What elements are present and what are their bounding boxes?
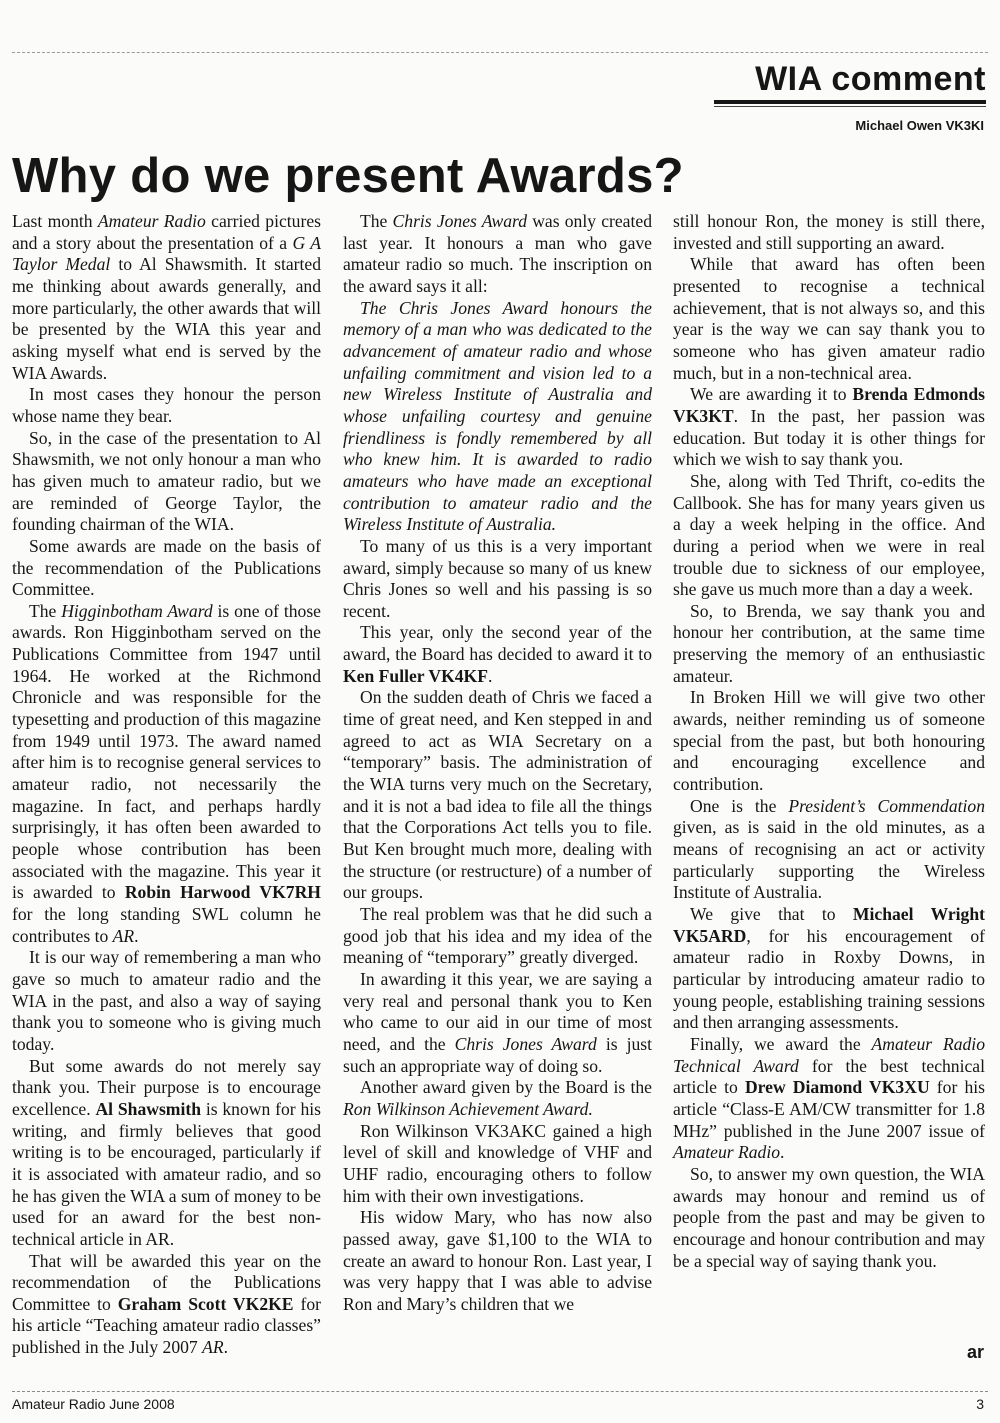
award-recipient: Al Shawsmith — [95, 1098, 201, 1119]
article-column-1 — [12, 211, 321, 1359]
article-column-3 — [673, 211, 985, 1272]
paragraph — [12, 536, 321, 601]
text-run: is known for his writing, and firmly believes that good writing is to be encouraged, particularly if it is associated with amateur radio, and so he has given the WIA a sum of money to be used for an award for the best non-technical article in AR. — [12, 1098, 321, 1249]
text-run: We give that to — [690, 904, 853, 924]
text-run: for his article “Class-E AM/CW transmitter for 1.8 MHz” published in the June 2007 issue of — [673, 1077, 986, 1141]
text-run: for his article “Teaching amateur radio classes” published in the July 2007 — [12, 1293, 321, 1358]
text-run: . — [134, 925, 139, 946]
text-run: , for his encouragement of amateur radio in Roxby Downs, in particular by introducing amateur radio to young people, establishing training sessions and then arranging assessments. — [673, 925, 985, 1033]
paragraph — [673, 254, 985, 384]
award-recipient: Brenda Edmonds VK3KT — [673, 384, 985, 426]
text-run: So, to Brenda, we say thank you and honour her contribution, at the same time preserving the memory of an enthusiastic amateur. — [673, 600, 985, 686]
text-run: is just such an appropriate way of doing so. — [343, 1033, 653, 1076]
article-column-2 — [343, 211, 652, 1315]
paragraph — [343, 622, 652, 687]
text-run: The real problem was that he did such a good job that his idea and my idea of the meaning of “temporary” greatly diverged. — [343, 904, 652, 968]
text-run: She, along with Ted Thrift, co-edits the Callbook. She has for many years given us a day a week helping in the office. And during a period when we were in real trouble due to sickness of our employee, she gave us much more than a day a week. — [673, 470, 985, 600]
paragraph — [673, 796, 985, 904]
italic-text: Amateur Radio — [97, 211, 206, 231]
text-run: His widow Mary, who has now also passed away, gave $1,100 to the WIA to create an award to honour Ron. Last year, I was very happy that I was able to advise Ron and Mary’s children that we — [343, 1207, 652, 1314]
paragraph — [343, 969, 652, 1077]
text-run: for the long standing SWL column he contributes to — [12, 904, 321, 946]
text-run: . — [488, 665, 493, 686]
paragraph — [12, 1251, 321, 1359]
text-run: The — [29, 600, 62, 621]
paragraph — [12, 947, 321, 1055]
paragraph — [343, 1121, 652, 1208]
author-byline: Michael Owen VK3KI — [855, 118, 984, 133]
paragraph — [343, 904, 652, 969]
text-run: Ron Wilkinson VK3AKC gained a high level of skill and knowledge of VHF and UHF radio, encouraging others to follow him with their own investigations. — [343, 1120, 652, 1206]
italic-text: Higginbotham Award — [61, 600, 213, 621]
award-recipient: Ken Fuller VK4KF — [343, 665, 488, 686]
text-run: was only created last year. It honours a man who gave amateur radio so much. The inscription on the award says it all: — [343, 211, 652, 296]
text-run: But some awards do not merely say thank you. Their purpose is to encourage excellence. — [12, 1055, 321, 1119]
end-of-article-mark: ar — [966, 1342, 984, 1362]
award-recipient: Drew Diamond VK3XU — [744, 1077, 930, 1098]
italic-text: G A Taylor Medal — [12, 232, 321, 275]
italic-text: AR — [112, 925, 135, 946]
text-run: In most cases they honour the person whose name they bear. — [12, 384, 321, 426]
text-run: Some awards are made on the basis of the recommendation of the Publications Committee. — [12, 535, 321, 600]
paragraph — [343, 298, 652, 536]
paragraph — [343, 1207, 652, 1315]
text-run: In awarding it this year, we are saying a very real and personal thank you to Ken who came to our aid in our time of most need, and the — [343, 968, 652, 1054]
text-run: This year, only the second year of the award, the Board has decided to award it to — [343, 622, 652, 665]
italic-text: President’s Commendation — [788, 795, 985, 816]
text-run: In Broken Hill we will give two other awards, neither reminding us of someone special from the past, but both honouring and encouraging excellence and contribution. — [673, 687, 985, 795]
text-run: . — [223, 1337, 229, 1358]
text-run: . In the past, her passion was education. But today it is other things for which we wish to say thank you. — [673, 405, 985, 470]
text-run: So, in the case of the presentation to Al Shawsmith, we not only honour a man who has given much to amateur radio, but we are reminded of George Taylor, the founding chairman of the WIA. — [12, 427, 321, 535]
paragraph — [673, 1164, 985, 1272]
italic-text: Amateur Radio Technical Award — [673, 1033, 985, 1076]
paragraph — [343, 687, 652, 904]
text-run: carried pictures and a story about the presentation of a — [12, 211, 321, 253]
paragraph — [673, 687, 985, 795]
footer-publication: Amateur Radio June 2008 — [12, 1396, 175, 1412]
text-run: to Al Shawsmith. It started me thinking about awards generally, and more particularly, the other awards that will be presented by the WIA this year and asking myself what end is served by the WIA Awards. — [12, 254, 322, 383]
text-run: That will be awarded this year on the recommendation of the Publications Committee to — [12, 1250, 321, 1314]
section-title: WIA comment — [714, 58, 986, 104]
paragraph — [673, 601, 985, 688]
text-run: Another award given by the Board is the — [360, 1077, 652, 1098]
paragraph — [673, 211, 985, 254]
paragraph — [12, 211, 321, 384]
paragraph — [343, 536, 652, 623]
byline-rule — [714, 106, 986, 107]
paragraph — [673, 384, 985, 471]
paragraph — [12, 428, 321, 536]
text-run: On the sudden death of Chris we faced a time of great need, and Ken stepped in and agreed to act as WIA Secretary on a “temporary” basis. The administration of the WIA turns very much on the Secretary, and it is not a bad idea to file all the things that the Corporations Act tells you to file. But Ken brought much more, dealing with the structure (or restructure) of a number of our groups. — [343, 687, 652, 903]
text-run: Finally, we award the — [690, 1033, 872, 1054]
text-run: One is the — [690, 795, 789, 816]
top-dashed-rule — [12, 52, 988, 53]
text-run: still honour Ron, the money is still there, invested and still supporting an award. — [673, 211, 985, 253]
article-headline: Why do we present Awards? — [12, 149, 684, 203]
paragraph — [673, 471, 985, 601]
text-run: While that award has often been presented to recognise a technical achievement, that is not always so, and this year is the way we can say thank you to someone who has given amateur radio much, but in a non-technical area. — [673, 254, 985, 383]
text-run: So, to answer my own question, the WIA awards may honour and remind us of people from the past and may be given to encourage and honour contribution and may be a special way of saying thank you. — [673, 1163, 985, 1271]
text-run: for the best technical article to — [673, 1055, 985, 1098]
paragraph — [343, 211, 652, 298]
text-run: given, as is said in the old minutes, as a means of recognising an act or activity particularly supporting the Wireless Institute of Australia. — [673, 817, 985, 903]
italic-text: Amateur Radio — [673, 1142, 781, 1163]
award-recipient: Michael Wright VK5ARD — [673, 904, 985, 946]
award-recipient: Robin Harwood VK7RH — [124, 882, 321, 903]
paragraph — [343, 1077, 652, 1120]
page-footer — [12, 1396, 984, 1416]
italic-text: Chris Jones Award — [454, 1033, 597, 1054]
italic-text: AR — [202, 1337, 224, 1358]
text-run: We are awarding it to — [690, 384, 853, 405]
paragraph — [12, 601, 321, 948]
italic-text: The Chris Jones Award honours the memory of a man who was dedicated to the advancement of amateur radio and whose unfailing commitment and vision led to a new Wireless Institute of Australia and whose unfailing courtesy and genuine friendliness is fondly remembered by all who knew him. It is awarded to radio amateurs who have made an exceptional contribution to amateur radio and the Wireless Institute of Australia. — [343, 297, 652, 535]
text-run: The — [360, 211, 393, 231]
paragraph — [673, 1034, 985, 1164]
paragraph — [12, 1056, 321, 1251]
footer-dashed-rule — [12, 1391, 988, 1392]
italic-text: Ron Wilkinson Achievement Award. — [343, 1098, 593, 1119]
italic-text: Chris Jones Award — [392, 211, 528, 231]
award-recipient: Graham Scott VK2KE — [117, 1293, 294, 1314]
text-run: It is our way of remembering a man who gave so much to amateur radio and the WIA in the past, and also a way of saying thank you to someone who is giving much today. — [12, 947, 321, 1054]
text-run: is one of those awards. Ron Higginbotham served on the Publications Committee from 1947 until 1964. He worked at the Richmond Chronicle and was responsible for the typesetting and production of this magazine from 1949 until 1973. The award named after him is to recognise general services to amateur radio, not necessarily the magazine. In fact, and perhaps hardly surprisingly, it has often been awarded to people whose contribution has been associated with the magazine. This year it is awarded to — [12, 600, 321, 903]
text-run: Last month — [12, 211, 98, 231]
page-number: 3 — [976, 1396, 984, 1412]
text-run: . — [780, 1142, 785, 1163]
paragraph — [673, 904, 985, 1034]
text-run: To many of us this is a very important award, simply because so many of us knew Chris Jones so well and his passing is so recent. — [343, 535, 652, 621]
paragraph — [12, 384, 321, 427]
